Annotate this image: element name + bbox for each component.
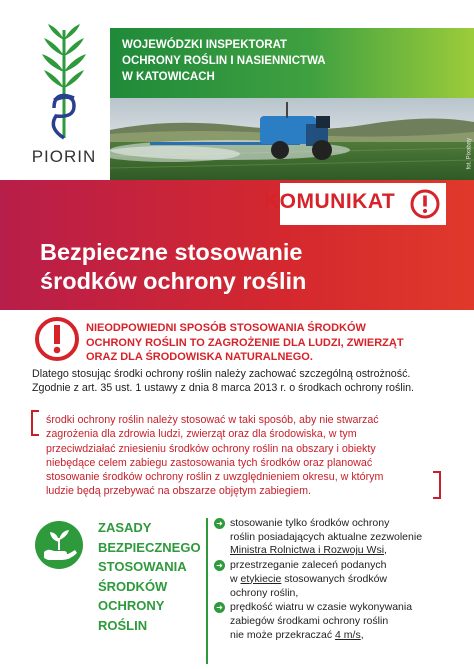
quote-line-1: środki ochrony roślin należy stosować w taki sposób, aby nie stwarzać — [46, 414, 379, 426]
piorin-logo — [0, 0, 110, 180]
arrow-right-icon: ➜ — [214, 602, 225, 613]
exclamation-circle-icon — [410, 189, 440, 219]
institution-line-3: W KATOWICACH — [122, 71, 215, 83]
rule-2-line-1: przestrzeganie zaleceń podanych — [230, 559, 387, 572]
arrow-right-icon: ➜ — [214, 518, 225, 529]
zasady-line-3: STOSOWANIA — [98, 559, 187, 574]
list-item — [214, 559, 464, 600]
zasady-line-4: ŚRODKÓW — [98, 578, 168, 594]
rule-1-line-2: roślin posiadających aktualne zezwolenie — [230, 530, 423, 543]
list-item — [214, 517, 464, 558]
field-sprayer-photo — [110, 98, 474, 180]
warning-exclamation-icon — [34, 316, 80, 362]
safety-rules-list — [214, 517, 464, 643]
legal-quote — [46, 413, 438, 499]
rules-divider — [206, 518, 208, 664]
photo-credit: fot. Pixabay — [466, 138, 472, 170]
institution-line-2: OCHRONY ROŚLIN I NASIENNICTWA — [122, 55, 326, 67]
institution-line-1: WOJEWÓDZKI INSPEKTORAT — [122, 39, 288, 51]
rule-2-etykieta: etykiecie — [240, 572, 282, 585]
hand-sprout-icon — [34, 520, 84, 570]
tractor-field-image — [110, 98, 474, 180]
intro-line-1: Dlatego stosując środki ochrony roślin należy zachować szczególną ostrożność. — [32, 368, 411, 380]
institution-name — [122, 37, 326, 85]
rule-2-prefix: w — [230, 572, 241, 585]
intro-line-2: Zgodnie z art. 35 ust. 1 ustawy z dnia 8 marca 2013 r. o środkach ochrony roślin. — [32, 382, 414, 394]
rule-1-suffix: , — [384, 544, 387, 557]
zasady-line-6: ROŚLIN — [98, 617, 148, 633]
quote-line-4: niebędące celem zabiegu zastosowania tych środków oraz planować — [46, 456, 373, 469]
rule-3-line-1: prędkość wiatru w czasie wykonywania — [230, 601, 413, 614]
warning-message — [86, 321, 404, 365]
intro-paragraph — [32, 367, 452, 395]
arrow-right-icon: ➜ — [214, 560, 225, 571]
title-line-1: Bezpieczne stosowanie — [40, 239, 303, 265]
quote-line-5: stosowanie środków ochrony roślin z uwzględnieniem okresu, w którym — [46, 471, 384, 484]
komunikat-label: KOMUNIKAT — [264, 190, 396, 213]
rule-2-suffix: stosowanych środków — [281, 572, 387, 585]
zasady-line-2: BEZPIECZNEGO — [98, 539, 201, 555]
quote-line-6: ludzie będą przebywać na obszarze objętym zabiegiem. — [46, 485, 311, 498]
zasady-heading — [98, 518, 201, 635]
zasady-line-5: OCHRONY — [98, 598, 165, 613]
rule-1-line-1: stosowanie tylko środków ochrony — [230, 517, 390, 529]
rule-3-speed: 4 m/s — [335, 628, 361, 641]
list-item — [214, 601, 464, 642]
rule-2-line-3: ochrony roślin, — [230, 586, 299, 599]
quote-line-3: przeciwdziałać zniesieniu środków ochrony roślin na obszary i obiekty — [46, 442, 376, 455]
quote-open-bracket — [30, 410, 40, 436]
rule-2-line-2 — [230, 573, 464, 587]
wheat-logo-icon — [28, 20, 100, 145]
quote-close-bracket — [432, 471, 442, 499]
rule-3-prefix: nie może przekraczać — [230, 628, 336, 641]
page-title — [40, 238, 306, 296]
rule-3-line-3 — [230, 629, 464, 643]
institution-header — [110, 28, 474, 98]
logo-text: PIORIN — [31, 147, 97, 166]
warning-line-3: ORAZ DLA ŚRODOWISKA NATURALNEGO. — [86, 351, 313, 363]
title-line-2: środków ochrony roślin — [40, 268, 307, 294]
rule-1-ministry: Ministra Rolnictwa i Rozwoju Wsi — [230, 544, 385, 557]
rule-3-suffix: , — [360, 628, 364, 641]
warning-line-1: NIEODPOWIEDNI SPOSÓB STOSOWANIA ŚRODKÓW — [86, 322, 366, 334]
zasady-line-1: ZASADY — [98, 520, 152, 535]
quote-line-2: zagrożenia dla zdrowia ludzi, zwierząt oraz dla środowiska, w tym — [46, 428, 357, 441]
warning-line-2: OCHRONY ROŚLIN TO ZAGROŻENIE DLA LUDZI, ZWIERZĄT — [86, 336, 404, 349]
rule-3-line-2: zabiegów środkami ochrony roślin — [230, 614, 389, 627]
rule-1-line-3 — [230, 544, 464, 558]
